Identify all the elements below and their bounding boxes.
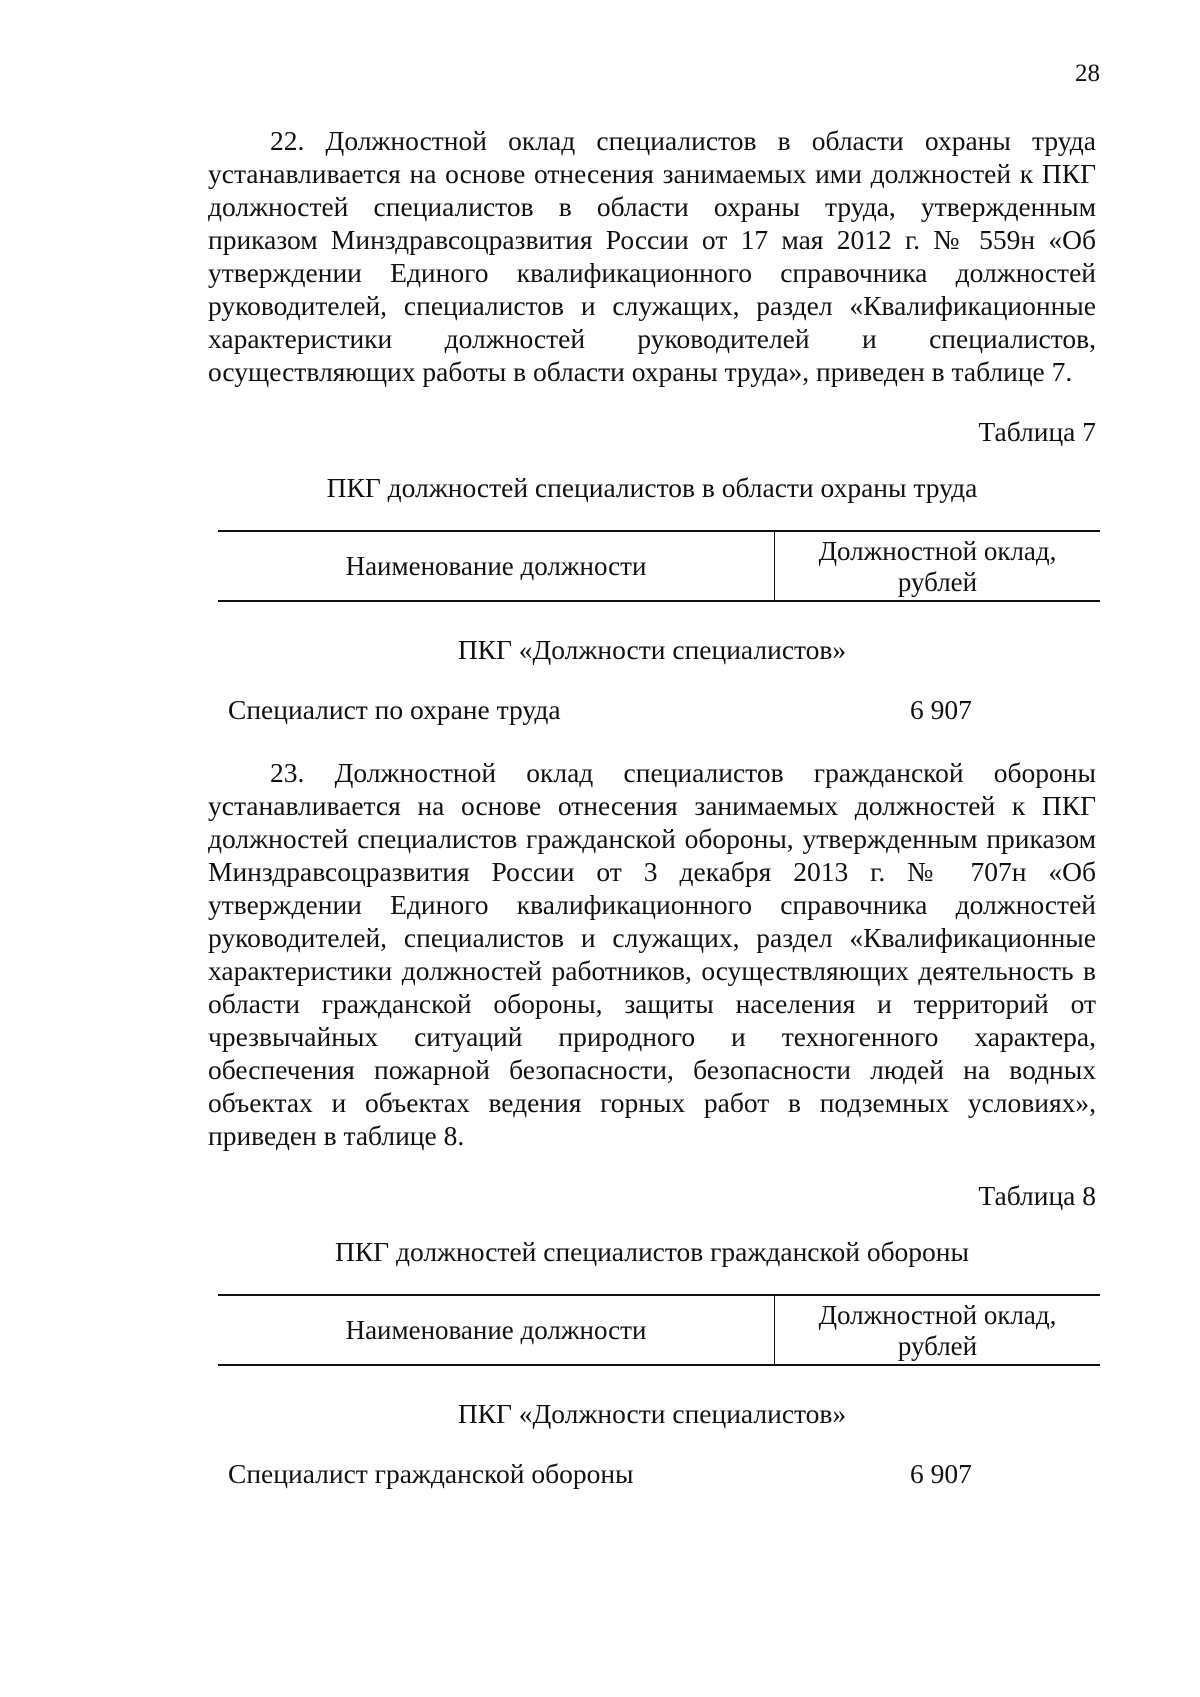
table-7-header bbox=[218, 530, 1100, 602]
table-8-header-salary bbox=[775, 1296, 1100, 1364]
table-7-header-salary bbox=[775, 532, 1100, 600]
table-7-header-salary-line1: Должностной оклад, bbox=[818, 536, 1057, 566]
table-7-header-position: Наименование должности bbox=[218, 532, 775, 600]
table-8-header bbox=[218, 1294, 1100, 1366]
table-row bbox=[228, 694, 1096, 726]
table-8-title: ПКГ должностей специалистов гражданской обороны bbox=[334, 1236, 970, 1267]
paragraph-22: 22. Должностной оклад специалистов в области охраны труда устанавливается на основе отнесения занимаемых ими должностей к ПКГ должностей специалистов в области охраны труда, утвержденным приказом Минздравсоцразвития России от 17 мая 2012 г. № 559н «Об утверждении Единого квалификационного справочника должностей руководителей, специалистов и служащих, раздел «Квалификационные характеристики должностей руководителей и специалистов, осуществляющих работы в области охраны труда», приведен в таблице 7. bbox=[208, 125, 1096, 387]
table-8-header-salary-line1: Должностной оклад, bbox=[818, 1300, 1057, 1330]
table-8-label: Таблица 8 bbox=[978, 1180, 1096, 1211]
table-7-label: Таблица 7 bbox=[978, 416, 1096, 447]
document-body bbox=[208, 124, 1096, 1490]
table-8-header-salary-line2: рублей bbox=[897, 1331, 978, 1361]
table-row bbox=[228, 1458, 1096, 1490]
table-7-row-name: Специалист по охране труда bbox=[228, 694, 561, 725]
table-8-header-position: Наименование должности bbox=[218, 1296, 775, 1364]
table-8-row-name: Специалист гражданской обороны bbox=[228, 1458, 634, 1489]
table-8-row-value: 6 907 bbox=[910, 1458, 972, 1489]
table-7-group-title: ПКГ «Должности специалистов» bbox=[457, 634, 847, 665]
page-number: 28 bbox=[1075, 60, 1100, 87]
table-7-row-value: 6 907 bbox=[910, 694, 972, 725]
table-8-group-title: ПКГ «Должности специалистов» bbox=[457, 1398, 847, 1429]
table-7-header-salary-line2: рублей bbox=[897, 567, 978, 597]
paragraph-23: 23. Должностной оклад специалистов гражданской обороны устанавливается на основе отнесения занимаемых должностей к ПКГ должностей специалистов гражданской обороны, утвержденным приказом Минздравсоцразвития России от 3 декабря 2013 г. № 707н «Об утверждении Единого квалификационного справочника должностей руководителей, специалистов и служащих, раздел «Квалификационные характеристики должностей работников, осуществляющих деятельность в области гражданской обороны, защиты населения и территорий от чрезвычайных ситуаций природного и техногенного характера, обеспечения пожарной безопасности, безопасности людей на водных объектах и объектах ведения горных работ в подземных условиях», приведен в таблице 8. bbox=[208, 757, 1096, 1151]
table-7-title: ПКГ должностей специалистов в области охраны труда bbox=[326, 472, 978, 503]
